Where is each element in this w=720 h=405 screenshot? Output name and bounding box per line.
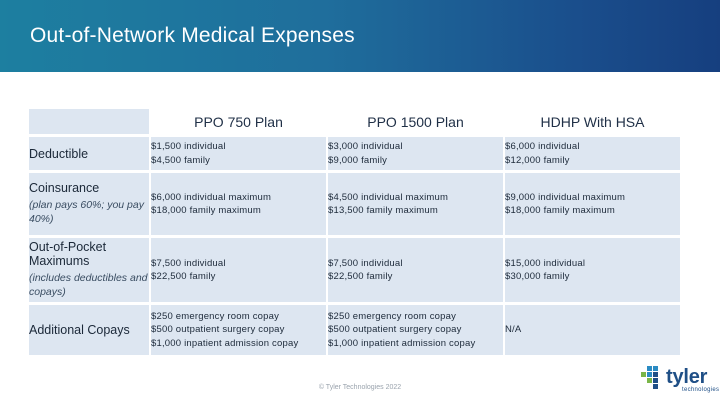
row-label: Additional Copays xyxy=(29,323,130,337)
cell-line: $30,000 family xyxy=(505,271,570,282)
column-header-hdhp-hsa: HDHP With HSA xyxy=(505,109,680,134)
table-cell xyxy=(505,137,680,170)
table-cell xyxy=(151,137,326,170)
cell-line: $18,000 family maximum xyxy=(151,205,261,216)
cell-line: $500 outpatient surgery copay xyxy=(151,324,285,336)
cell-line: $6,000 individual maximum xyxy=(151,191,272,203)
table-cell xyxy=(328,305,503,355)
cell-line: $4,500 individual maximum xyxy=(328,191,449,203)
table-cell xyxy=(328,137,503,170)
cell-line: $6,000 individual xyxy=(505,141,580,153)
cell-line: $22,500 family xyxy=(151,271,216,282)
table-cell xyxy=(151,238,326,302)
cell-line: $9,000 individual maximum xyxy=(505,191,626,203)
cell-line: $22,500 family xyxy=(328,271,393,282)
table-cell xyxy=(328,173,503,235)
cell-line: $13,500 family maximum xyxy=(328,205,438,216)
row-label: Deductible xyxy=(29,146,89,161)
cell-line: $9,000 family xyxy=(328,154,388,166)
cell-line: $1,500 individual xyxy=(151,141,226,153)
table-cell xyxy=(505,305,680,355)
cell-line: $12,000 family xyxy=(505,154,570,166)
cell-line: $1,000 inpatient admission copay xyxy=(328,337,476,349)
row-label-cell xyxy=(29,137,149,170)
table-row-deductible xyxy=(29,137,680,170)
row-label-cell xyxy=(29,173,149,235)
title-banner xyxy=(0,0,720,72)
tyler-logo-mark-icon xyxy=(638,366,664,390)
column-header-ppo-750: PPO 750 Plan xyxy=(151,109,326,134)
column-header-ppo-1500: PPO 1500 Plan xyxy=(328,109,503,134)
cell-line: $18,000 family maximum xyxy=(505,205,615,216)
tyler-logo xyxy=(638,366,720,398)
cell-line: $500 outpatient surgery copay xyxy=(328,324,462,336)
row-label-note: (plan pays 60%; you pay 40%) xyxy=(29,199,144,225)
cell-line: $250 emergency room copay xyxy=(328,311,457,323)
copyright-footer: © Tyler Technologies 2022 xyxy=(318,384,402,391)
slide-title: Out-of-Network Medical Expenses xyxy=(30,24,355,47)
row-label-note: (includes deductibles and copays) xyxy=(29,272,148,298)
cell-line: $7,500 individual xyxy=(328,257,403,269)
cell-line: $7,500 individual xyxy=(151,257,226,269)
logo-subtext: technologies xyxy=(682,387,720,393)
cell-line: $3,000 individual xyxy=(328,141,403,153)
plan-comparison-table xyxy=(27,106,682,358)
table-row-coinsurance xyxy=(29,173,680,235)
header-row xyxy=(29,109,680,134)
header-corner xyxy=(29,109,149,134)
cell-line: $250 emergency room copay xyxy=(151,311,280,323)
logo-wordmark: tyler xyxy=(666,366,708,388)
cell-line: $4,500 family xyxy=(151,154,211,166)
table-cell xyxy=(151,173,326,235)
table-row-out-of-pocket-maximums xyxy=(29,238,680,302)
table-cell xyxy=(505,173,680,235)
row-label-cell xyxy=(29,305,149,355)
cell-line: N/A xyxy=(505,324,522,336)
table-row-additional-copays xyxy=(29,305,680,355)
cell-line: $15,000 individual xyxy=(505,257,586,269)
table-cell xyxy=(328,238,503,302)
row-label: Out-of-Pocket Maximums xyxy=(29,240,107,269)
table-cell xyxy=(151,305,326,355)
cell-line: $1,000 inpatient admission copay xyxy=(151,337,299,349)
table-cell xyxy=(505,238,680,302)
row-label: Coinsurance xyxy=(29,181,100,196)
row-label-cell xyxy=(29,238,149,302)
